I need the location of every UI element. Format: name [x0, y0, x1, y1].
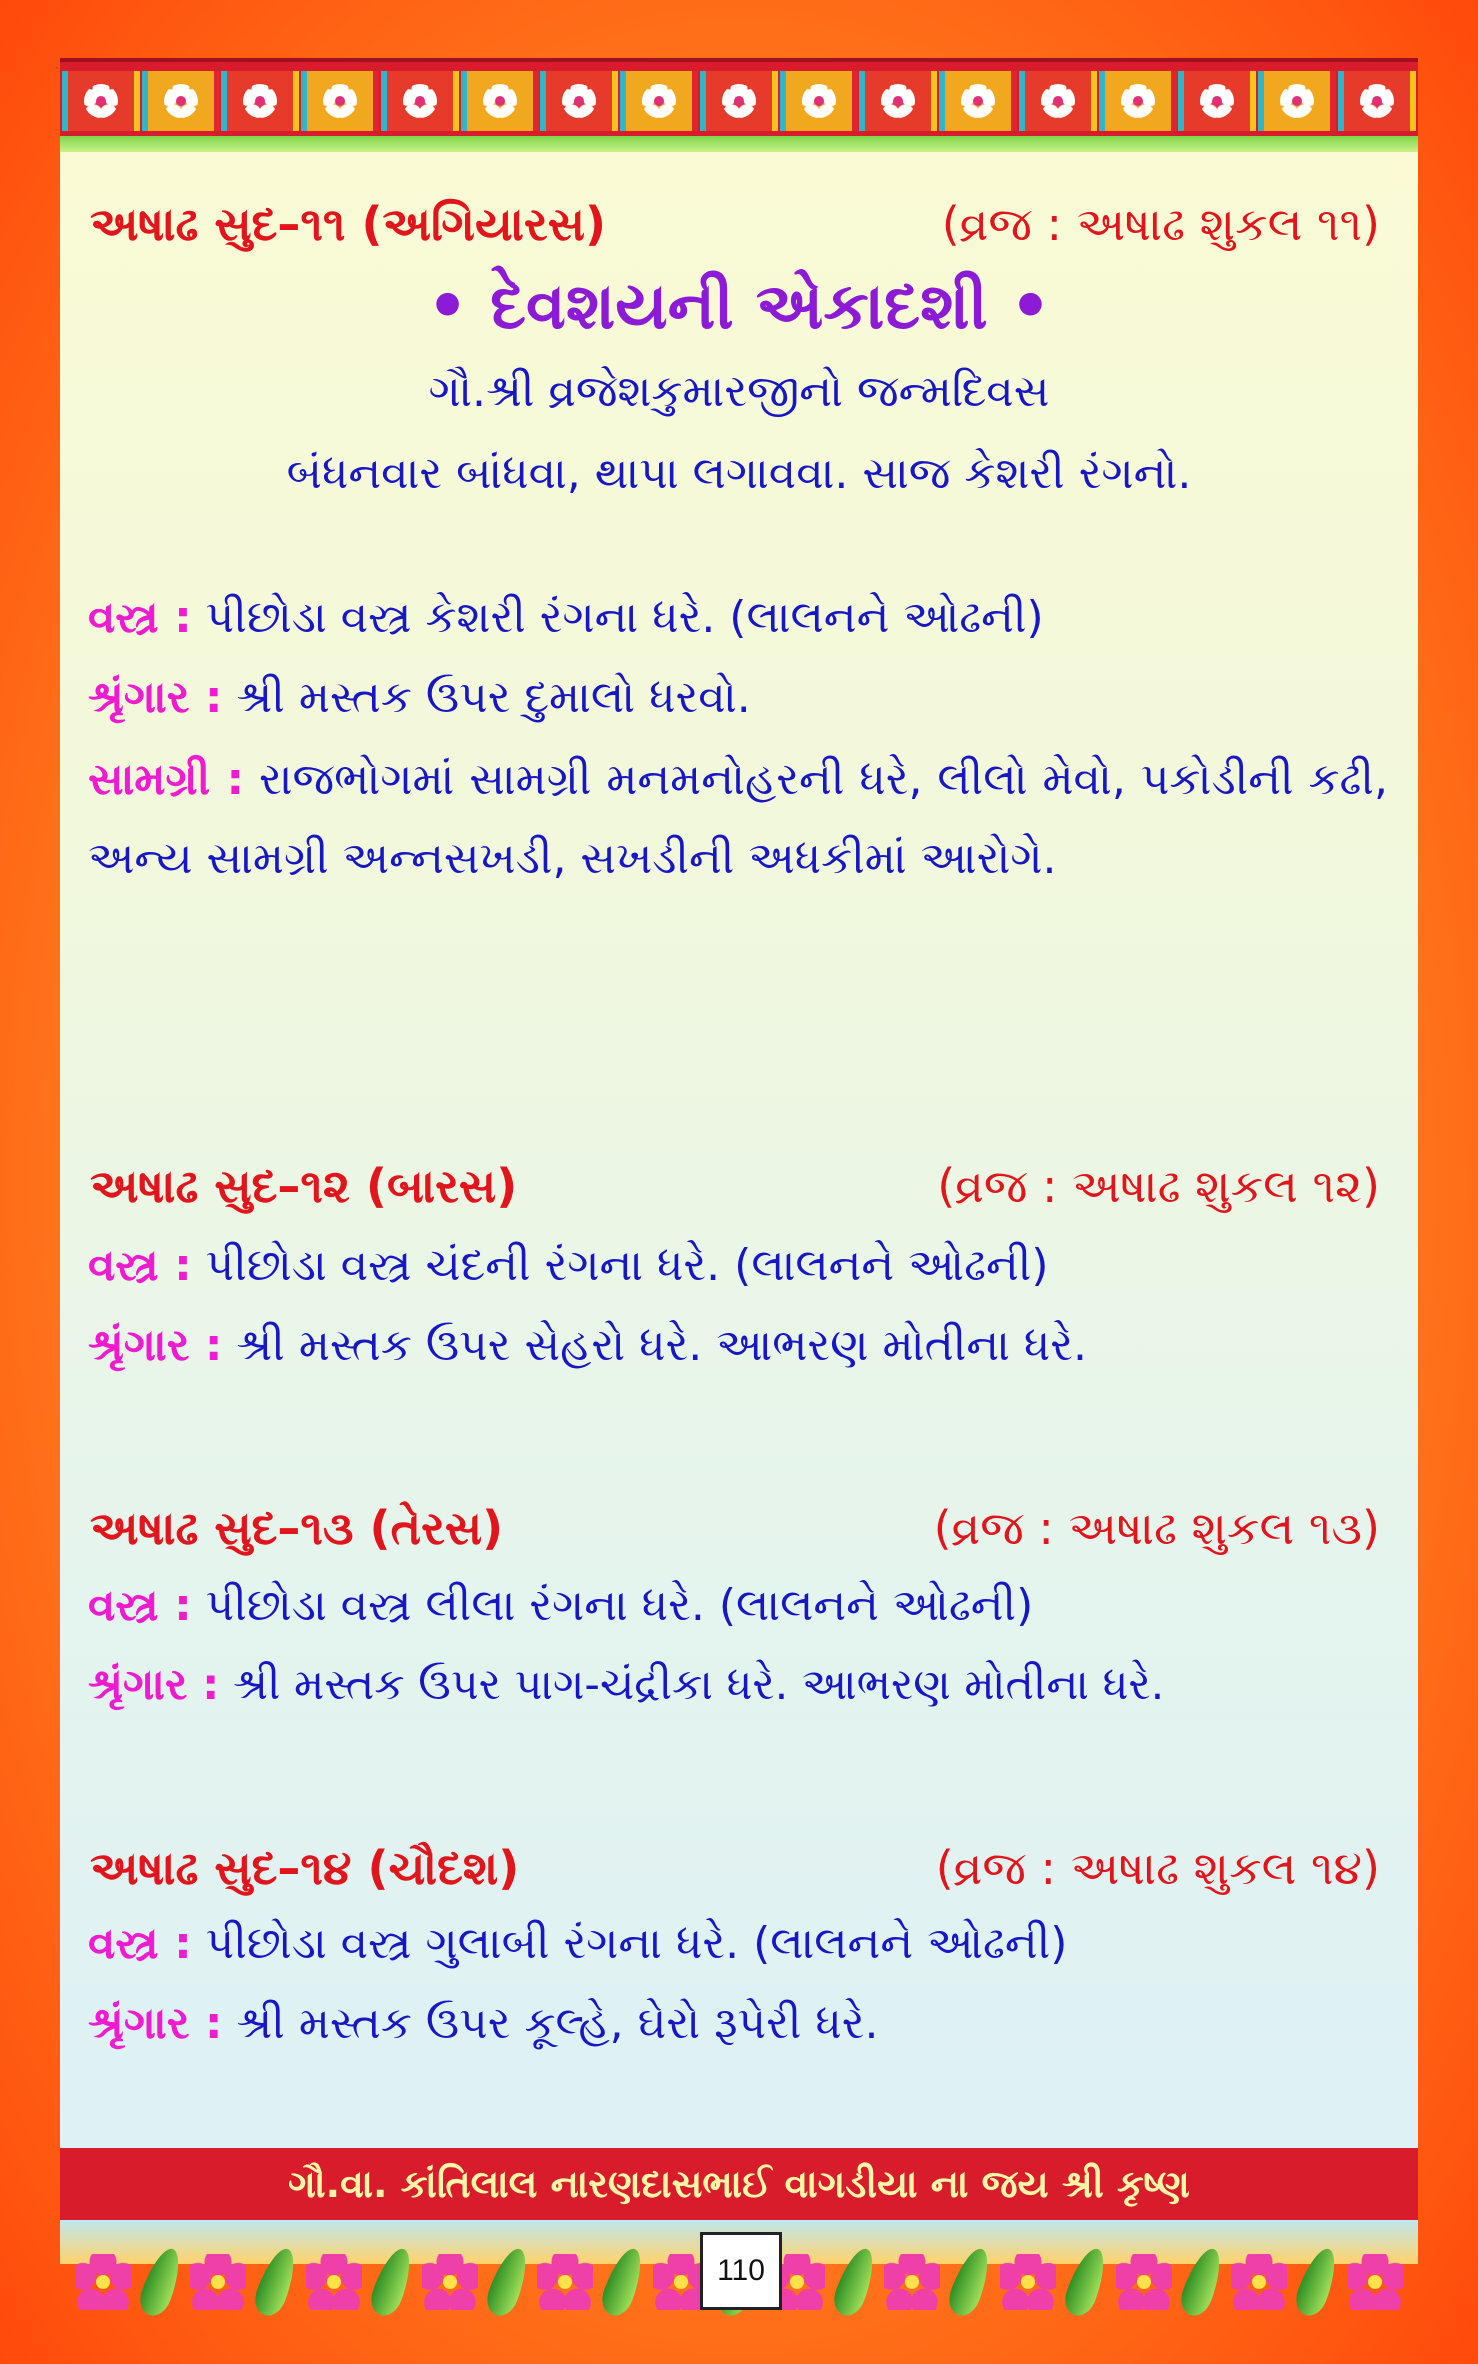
border-tile	[142, 71, 220, 131]
flower-icon	[1231, 2254, 1287, 2310]
vastra-label: વસ્ત્ર :	[88, 1240, 192, 1291]
border-tile	[780, 71, 858, 131]
shringar-text: શ્રી મસ્તક ઉપર સેહરો ધરે. આભરણ મોતીના ધરે.	[222, 1320, 1088, 1371]
vastra-label: વસ્ત્ર :	[88, 1918, 192, 1969]
leaf-icon	[1291, 2244, 1343, 2320]
vraj-date: (વ્રજ : અષાઢ શુકલ ૧૪)	[935, 1841, 1380, 1895]
section-heading: અષાઢ સુદ–૧૧ (અગિયારસ)	[90, 197, 606, 251]
leaf-icon	[597, 2244, 649, 2320]
flower-icon	[1360, 84, 1394, 118]
flower-icon	[422, 2254, 478, 2310]
shringar-line	[88, 672, 1390, 723]
leaf-icon	[829, 2244, 881, 2320]
border-tile	[1178, 71, 1256, 131]
flower-icon	[75, 2254, 131, 2310]
border-tile	[1019, 71, 1097, 131]
vastra-text: પીછોડા વસ્ત્ર કેશરી રંગના ધરે. (લાલનને ઓઢની)	[191, 592, 1044, 643]
vastra-line	[88, 1580, 1390, 1631]
border-tile	[461, 71, 539, 131]
page-number: 110	[700, 2232, 782, 2310]
vastra-line	[88, 1240, 1390, 1291]
vastra-line	[88, 592, 1390, 643]
flower-icon	[802, 84, 836, 118]
border-tile	[1099, 71, 1177, 131]
content-area	[60, 152, 1418, 2132]
vastra-text: પીછોડા વસ્ત્ર ગુલાબી રંગના ધરે. (લાલનને ઓઢની)	[191, 1918, 1068, 1969]
section-heading: અષાઢ સુદ–૧૩ (તેરસ)	[90, 1501, 504, 1555]
flower-icon	[483, 84, 517, 118]
shringar-text: શ્રી મસ્તક ઉપર દુમાલો ધરવો.	[222, 672, 751, 723]
vraj-date: (વ્રજ : અષાઢ શુકલ ૧૧)	[941, 197, 1380, 251]
flower-icon	[722, 84, 756, 118]
border-tile	[620, 71, 698, 131]
samagri-text: રાજભોગમાં સામગ્રી મનમનોહરની ધરે, લીલો મેવો, પકોડીની કઢી, અન્ય સામગ્રી અન્નસખડી, સખડીની અધકીમાં આરોગે.	[88, 754, 1388, 884]
birthday-line: ગૌ.શ્રી વ્રજેશકુમારજીનો જન્મદિવસ	[428, 366, 1050, 417]
flower-icon	[537, 2254, 593, 2310]
flower-icon	[1121, 84, 1155, 118]
leaf-icon	[1175, 2244, 1227, 2320]
samagri-paragraph	[88, 740, 1388, 898]
leaf-icon	[250, 2244, 302, 2320]
section-heading: અષાઢ સુદ–૧૪ (ચૌદશ)	[90, 1841, 520, 1895]
vastra-line	[88, 1918, 1390, 1969]
section-header	[90, 1834, 1380, 1904]
vraj-date: (વ્રજ : અષાઢ શુકલ ૧૩)	[933, 1501, 1380, 1555]
shringar-line	[88, 1998, 1390, 2049]
footer-band	[60, 2148, 1418, 2220]
flower-icon	[164, 84, 198, 118]
page-panel	[60, 58, 1418, 2264]
flower-icon	[1000, 2254, 1056, 2310]
footer-text: ગૌ.વા. કાંતિલાલ નારણદાસભાઈ વાગડીયા ના જય શ્રી કૃષ્ણ	[288, 2161, 1190, 2206]
shringar-text: શ્રી મસ્તક ઉપર કૂલ્હે, ઘેરો રૂપેરી ધરે.	[222, 1998, 879, 2049]
ekadashi-title: • દેવશયની એકાદશી •	[427, 270, 1051, 344]
flower-icon	[961, 84, 995, 118]
leaf-icon	[135, 2244, 187, 2320]
leaf-icon	[1060, 2244, 1112, 2320]
flower-icon	[642, 84, 676, 118]
flower-icon	[1347, 2254, 1403, 2310]
flower-icon	[306, 2254, 362, 2310]
border-tile	[381, 71, 459, 131]
flower-icon	[403, 84, 437, 118]
vraj-date: (વ્રજ : અષાઢ શુકલ ૧૨)	[937, 1159, 1380, 1213]
border-tile	[700, 71, 778, 131]
shringar-label: શ્રૃંગાર :	[88, 1320, 223, 1371]
border-tile	[62, 71, 140, 131]
section-heading: અષાઢ સુદ–૧૨ (બારસ)	[90, 1159, 518, 1213]
leaf-icon	[944, 2244, 996, 2320]
shringar-label: શ્રૃંગાર :	[88, 1998, 223, 2049]
shringar-line	[88, 1660, 1408, 1710]
flower-icon	[1116, 2254, 1172, 2310]
flower-icon	[1280, 84, 1314, 118]
vastra-label: વસ્ત્ર :	[88, 592, 192, 643]
flower-icon	[884, 2254, 940, 2310]
section-header	[90, 1494, 1380, 1564]
flower-icon	[562, 84, 596, 118]
leaf-icon	[482, 2244, 534, 2320]
border-tile	[301, 71, 379, 131]
border-tile	[221, 71, 299, 131]
vastra-label: વસ્ત્ર :	[88, 1580, 192, 1631]
leaf-icon	[366, 2244, 418, 2320]
border-tile	[939, 71, 1017, 131]
flower-icon	[190, 2254, 246, 2310]
vastra-text: પીછોડા વસ્ત્ર લીલા રંગના ધરે. (લાલનને ઓઢની)	[191, 1580, 1034, 1631]
vastra-text: પીછોડા વસ્ત્ર ચંદની રંગના ધરે. (લાલનને ઓઢની)	[191, 1240, 1049, 1291]
flower-icon	[881, 84, 915, 118]
flower-icon	[323, 84, 357, 118]
shringar-label: શ્રૃંગાર :	[88, 1660, 220, 1710]
instruction-line: બંધનવાર બાંધવા, થાપા લગાવવા. સાજ કેશરી રંગનો.	[286, 448, 1192, 499]
samagri-label: સામગ્રી :	[88, 754, 245, 805]
border-tile	[540, 71, 618, 131]
flower-icon	[84, 84, 118, 118]
flower-icon	[1041, 84, 1075, 118]
section-header	[90, 1152, 1380, 1222]
shringar-label: શ્રૃંગાર :	[88, 672, 223, 723]
green-divider	[60, 136, 1418, 152]
flower-icon	[1200, 84, 1234, 118]
flower-icon	[243, 84, 277, 118]
shringar-line	[88, 1320, 1390, 1371]
border-tile	[859, 71, 937, 131]
section-header	[90, 190, 1380, 260]
border-tile	[1338, 71, 1416, 131]
shringar-text: શ્રી મસ્તક ઉપર પાગ-ચંદ્રીકા ધરે. આભરણ મોતીના ધરે.	[219, 1660, 1165, 1710]
top-decorative-border	[60, 58, 1418, 140]
border-tile	[1258, 71, 1336, 131]
